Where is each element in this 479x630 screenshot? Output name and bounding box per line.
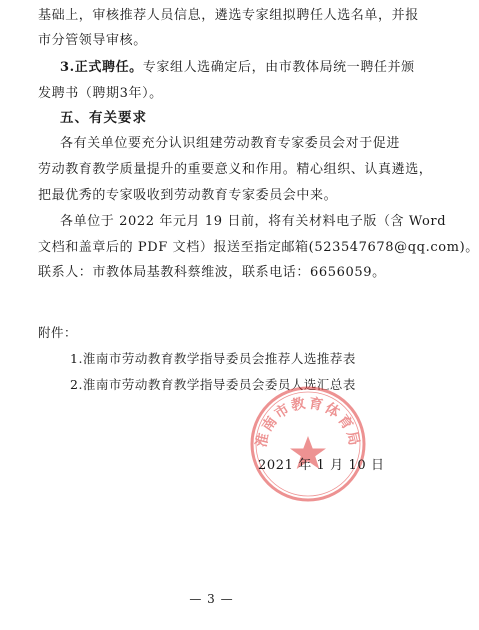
body-line-2: 市分管领导审核。 [38,33,147,48]
item-3-continuation: 发聘书（聘期3年）。 [38,86,163,101]
requirement-para-1-line-2: 劳动教育教学质量提升的重要意义和作用。精心组织、认真遴选， [38,162,433,177]
attachments-label: 附件： [38,325,78,340]
item-3-line [60,60,415,76]
contact-line: 联系人：市教体局基教科蔡维波，联系电话：6656059。 [38,265,386,280]
section-5-heading: 五、有关要求 [60,110,147,126]
requirement-para-1-line-1: 各有关单位要充分认识组建劳动教育专家委员会对于促进 [60,136,401,151]
item-3-label: 3.正式聘任。 [60,60,143,75]
issue-date: 2021 年 1 月 10 日 [258,458,385,473]
attachment-item-2: 2.淮南市劳动教育教学指导委员会委员人选汇总表 [70,377,356,392]
page-number: — 3 — [189,592,234,606]
requirement-para-2-line-2: 文档和盖章后的 PDF 文档）报送至指定邮箱(523547678@qq.com)。 [38,240,479,255]
item-3-text: 专家组人选确定后，由市教体局统一聘任并颁 [142,60,415,75]
official-seal-stamp [248,384,368,504]
attachment-item-1: 1.淮南市劳动教育教学指导委员会推荐人选推荐表 [70,351,356,366]
requirement-para-2-line-1: 各单位于 2022 年元月 19 日前，将有关材料电子版（含 Word [60,214,447,229]
body-line-1: 基础上，审核推荐人员信息，遴选专家组拟聘任人选名单，并报 [38,8,419,23]
svg-text:淮南市教育体育局: 淮南市教育体育局 [253,395,363,449]
requirement-para-1-line-3: 把最优秀的专家吸收到劳动教育专家委员会中来。 [38,188,338,203]
